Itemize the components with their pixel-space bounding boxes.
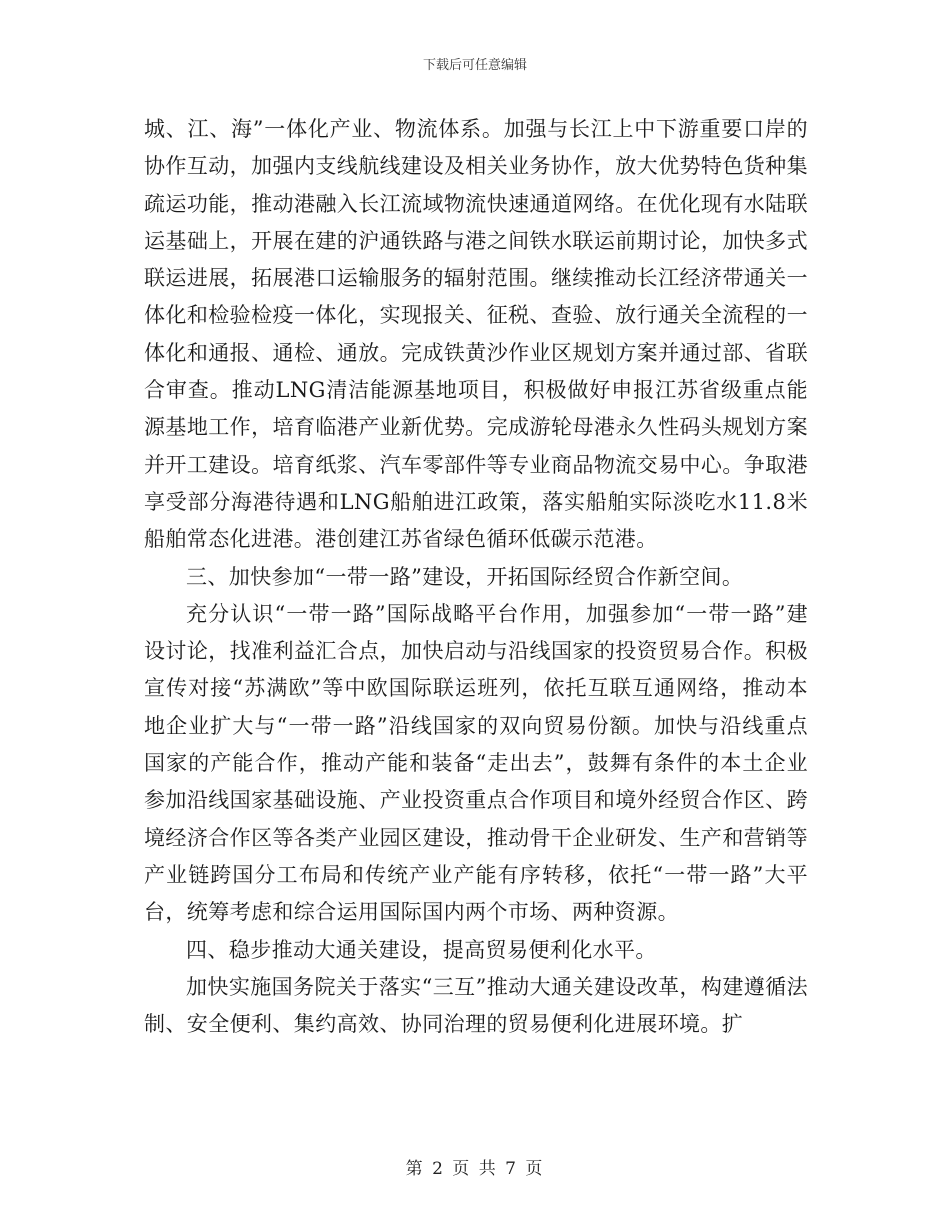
- page-header: 下载后可任意编辑: [422, 58, 527, 73]
- section-heading-customs: 四、稳步推动大通关建设，提高贸易便利化水平。: [186, 937, 657, 962]
- paragraph-logistics: 城、江、海”一体化产业、物流体系。加强与长江上中下游重要口岸的协作互动，加强内支线航线建设及相关业务协作，放大优势特色货种集疏运功能，推动港融入长江流域物流快速通道网络。在优化现有水陆联运基础上，开展在建的沪通铁路与港之间铁水联运前期讨论，加快多式联运进展，拓展港口运输服务的辐射范围。继续推动长江经济带通关一体化和检验检疫一体化，实现报关、征税、查验、放行通关全流程的一体化和通报、通检、通放。完成铁黄沙作业区规划方案并通过部、省联合审查。推动LNG清洁能源基地项目，积极做好申报江苏省级重点能源基地工作，培育临港产业新优势。完成游轮母港永久性码头规划方案并开工建设。培育纸浆、汽车零部件等专业商品物流交易中心。争取港享受部分海港待遇和LNG船舶进江政策，落实船舶实际淡吃水11.8米船舶常态化进港。港创建江苏省绿色循环低碳示范港。: [144, 117, 808, 552]
- section-heading-belt-and-road: 三、加快参加“一带一路”建设，开拓国际经贸合作新空间。: [186, 564, 744, 589]
- paragraph-belt-and-road: 充分认识“一带一路”国际战略平台作用，加强参加“一带一路”建设讨论，找准利益汇合点，加快启动与沿线国家的投资贸易合作。积极宣传对接“苏满欧”等中欧国际联运班列，依托互联互通网络，推动本地企业扩大与“一带一路”沿线国家的双向贸易份额。加快与沿线重点国家的产能合作，推动产能和装备“走出去”，鼓舞有条件的本土企业参加沿线国家基础设施、产业投资重点合作项目和境外经贸合作区、跨境经济合作区等各类产业园区建设，推动骨干企业研发、生产和营销等产业链跨国分工布局和传统产业产能有序转移，依托“一带一路”大平台，统筹考虑和综合运用国际国内两个市场、两种资源。: [144, 601, 808, 925]
- page-footer: 第 2 页 共 7 页: [405, 1159, 545, 1179]
- paragraph-customs: 加快实施国务院关于落实“三互”推动大通关建设改革，构建遵循法制、安全便利、集约高效、协同治理的贸易便利化进展环境。扩: [144, 974, 808, 1037]
- document-body: [144, 111, 808, 1043]
